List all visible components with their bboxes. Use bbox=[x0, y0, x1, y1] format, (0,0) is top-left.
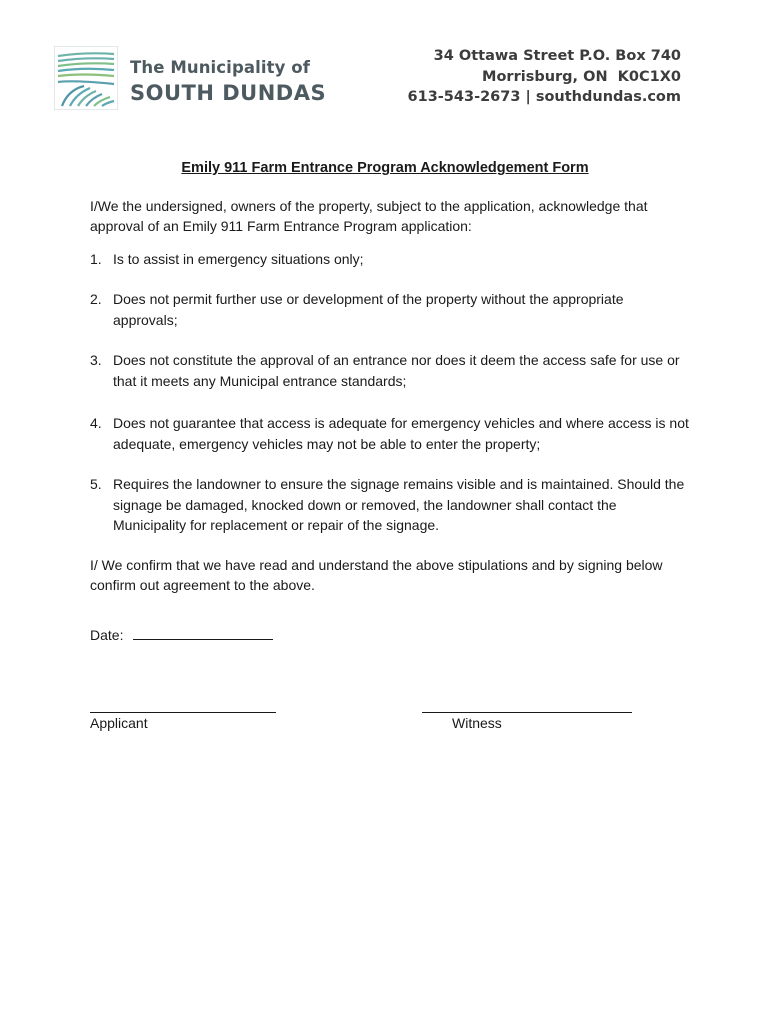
list-item bbox=[90, 289, 690, 330]
date-field-row bbox=[90, 625, 273, 643]
list-number: 5. bbox=[90, 476, 102, 492]
list-text: Does not guarantee that access is adequate for emergency vehicles and where access is not adequate, emergency vehicles may not be able to enter the property; bbox=[113, 415, 689, 452]
list-number: 4. bbox=[90, 415, 102, 431]
address-city: Morrisburg, ON K0C1X0 bbox=[482, 68, 681, 85]
brand-line-2: SOUTH DUNDAS bbox=[130, 81, 327, 105]
address-phone-web: 613-543-2673 | southdundas.com bbox=[407, 89, 681, 105]
list-text: Is to assist in emergency situations only; bbox=[113, 251, 364, 267]
confirmation-paragraph: I/ We confirm that we have read and understand the above stipulations and by signing below confirm out agreement to the above. bbox=[90, 557, 663, 593]
form-title: Emily 911 Farm Entrance Program Acknowledgement Form bbox=[181, 160, 589, 176]
date-label: Date: bbox=[90, 627, 124, 643]
applicant-signature-block bbox=[90, 712, 276, 731]
list-item bbox=[90, 413, 690, 454]
contact-address bbox=[408, 46, 681, 108]
date-input-line[interactable] bbox=[133, 625, 273, 640]
list-item bbox=[90, 474, 690, 536]
municipality-name bbox=[130, 58, 326, 107]
address-street: 34 Ottawa Street P.O. Box 740 bbox=[433, 48, 681, 64]
municipality-logo-icon bbox=[54, 46, 118, 110]
witness-signature-block bbox=[422, 712, 632, 731]
intro-paragraph: I/We the undersigned, owners of the property, subject to the application, acknowledge that approval of an Emily 911 Farm Entrance Program application: bbox=[90, 198, 648, 234]
witness-signature-line[interactable] bbox=[422, 712, 632, 713]
list-text: Does not permit further use or development of the property without the appropriate approvals; bbox=[113, 291, 624, 328]
witness-label: Witness bbox=[452, 715, 502, 731]
list-number: 3. bbox=[90, 352, 102, 368]
list-text: Does not constitute the approval of an entrance nor does it deem the access safe for use or that it meets any Municipal entrance standards; bbox=[113, 352, 680, 389]
list-text: Requires the landowner to ensure the signage remains visible and is maintained. Should the signage be damaged, knocked down or removed, the landowner shall contact the Municipality for replacement or repair of the signage. bbox=[113, 476, 685, 533]
list-number: 2. bbox=[90, 291, 102, 307]
list-item bbox=[90, 249, 690, 270]
applicant-signature-line[interactable] bbox=[90, 712, 276, 713]
brand-line-1: The Municipality of bbox=[130, 58, 310, 77]
list-item bbox=[90, 350, 690, 391]
list-number: 1. bbox=[90, 251, 102, 267]
applicant-label: Applicant bbox=[90, 715, 148, 731]
